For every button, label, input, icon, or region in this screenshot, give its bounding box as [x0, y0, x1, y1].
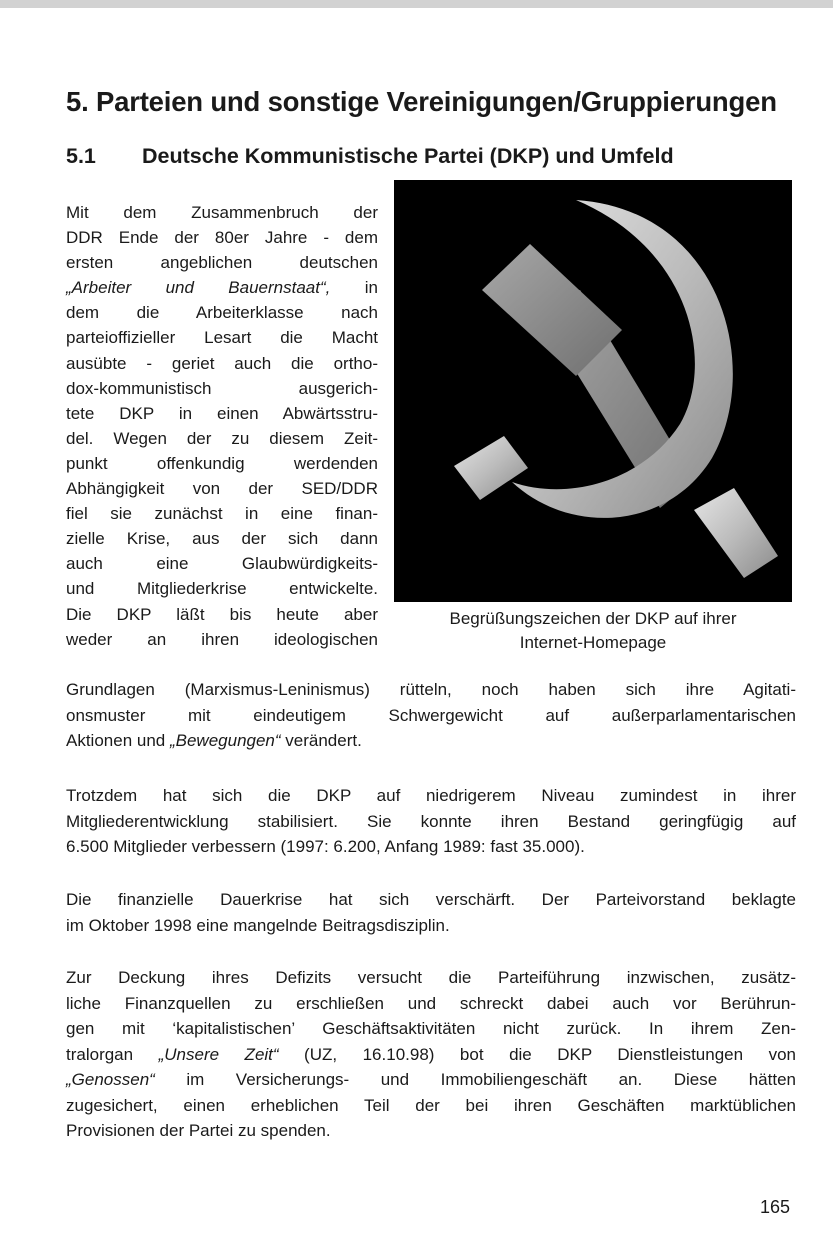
text-line: weder an ihren ideologischen: [66, 629, 378, 649]
text-line: punkt offenkundig werdenden: [66, 453, 378, 473]
text-line: dem die Arbeiterklasse nach: [66, 303, 378, 323]
text-line: del. Wegen der zu diesem Zeit-: [66, 428, 378, 448]
text-line: zielle Krise, aus der sich dann: [66, 529, 378, 549]
text-run: tralorgan: [66, 1044, 159, 1064]
text-line: DDR Ende der 80er Jahre - dem: [66, 228, 378, 248]
text-line: Grundlagen (Marxismus-Leninismus) rütteln, noch haben sich ihre Agitati-: [66, 680, 796, 699]
sickle-tip: [694, 488, 778, 578]
page-number: 165: [760, 1197, 791, 1217]
text-line: Abhängigkeit von der SED/DDR: [66, 479, 378, 499]
text-line: Trotzdem hat sich die DKP auf niedrigerem Niveau zumindest in ihrer: [66, 786, 796, 805]
sickle-blade: [512, 200, 733, 518]
italic-quote: „Unsere Zeit“: [158, 1044, 279, 1064]
paragraph-4: [66, 965, 796, 1144]
subsection-heading: [66, 144, 674, 169]
italic-quote: „Bewegungen“: [169, 731, 281, 750]
italic-quote: „Genossen“: [66, 1070, 155, 1089]
text-line: zugesichert, einen erheblichen Teil der bei ihren Geschäften marktüblichen: [66, 1095, 796, 1115]
text-line: [66, 728, 796, 754]
text-line: [66, 1067, 796, 1093]
text-line: 6.500 Mitglieder verbessern (1997: 6.200, Anfang 1989: fast 35.000).: [66, 837, 585, 856]
subsection-number: 5.1: [66, 144, 96, 168]
top-scan-edge: [0, 0, 833, 8]
hammer-and-sickle-icon: [394, 180, 792, 602]
text-line: Zur Deckung ihres Defizits versucht die Parteiführung inzwischen, zusätz-: [66, 968, 796, 987]
paragraph-1-full: [66, 677, 796, 754]
text-run: im Versicherungs- und Immobiliengeschäft an. Diese hätten: [154, 1070, 796, 1089]
text-line: liche Finanzquellen zu erschließen und schreckt dabei auch vor Berührun-: [66, 993, 796, 1013]
text-line: und Mitgliederkrise entwickelte.: [66, 579, 378, 599]
text-run: in: [330, 278, 378, 298]
text-line: ausübte - geriet auch die ortho-: [66, 353, 378, 373]
caption-line: Internet-Homepage: [519, 633, 667, 652]
text-line: [66, 275, 378, 300]
figure-caption: [394, 607, 792, 655]
text-run: Aktionen und: [66, 731, 170, 750]
text-line: auch eine Glaubwürdigkeits-: [66, 554, 378, 574]
section-heading: 5. Parteien und sonstige Vereinigungen/Gruppierungen: [66, 86, 777, 117]
caption-line: Begrüßungszeichen der DKP auf ihrer: [449, 609, 737, 628]
text-run: (UZ, 16.10.98) bot die DKP Dienstleistungen von: [278, 1044, 796, 1064]
text-line: parteioffizieller Lesart die Macht: [66, 328, 378, 348]
sickle-handle: [454, 436, 528, 500]
text-line: gen mit ‘kapitalistischen’ Geschäftsaktivitäten nicht zurück. In ihrem Zen-: [66, 1019, 796, 1038]
text-run: verändert.: [280, 731, 362, 750]
text-line: Mit dem Zusammenbruch der: [66, 203, 378, 222]
text-line: Provisionen der Partei zu spenden.: [66, 1121, 331, 1140]
text-line: dox-kommunistisch ausgerich-: [66, 378, 378, 398]
text-line: im Oktober 1998 eine mangelnde Beitragsdisziplin.: [66, 915, 450, 935]
paragraph-1-wrapped: [66, 200, 378, 652]
subsection-title: Deutsche Kommunistische Partei (DKP) und Umfeld: [142, 144, 674, 168]
text-line: ersten angeblichen deutschen: [66, 253, 378, 273]
text-line: Die DKP läßt bis heute aber: [66, 604, 378, 624]
paragraph-2: [66, 783, 796, 860]
text-line: tete DKP in einen Abwärtsstru-: [66, 403, 378, 423]
text-line: Die finanzielle Dauerkrise hat sich verschärft. Der Parteivorstand beklagte: [66, 890, 796, 909]
dkp-emblem-image: [394, 180, 792, 602]
text-line: fiel sie zunächst in eine finan-: [66, 504, 378, 524]
paragraph-3: [66, 887, 796, 938]
text-line: [66, 1042, 796, 1068]
italic-quote: „Arbeiter und Bauernstaat“,: [66, 278, 331, 298]
text-line: Mitgliederentwicklung stabilisiert. Sie konnte ihren Bestand geringfügig auf: [66, 811, 796, 831]
text-line: onsmuster mit eindeutigem Schwergewicht auf außerparlamentarischen: [66, 705, 796, 725]
